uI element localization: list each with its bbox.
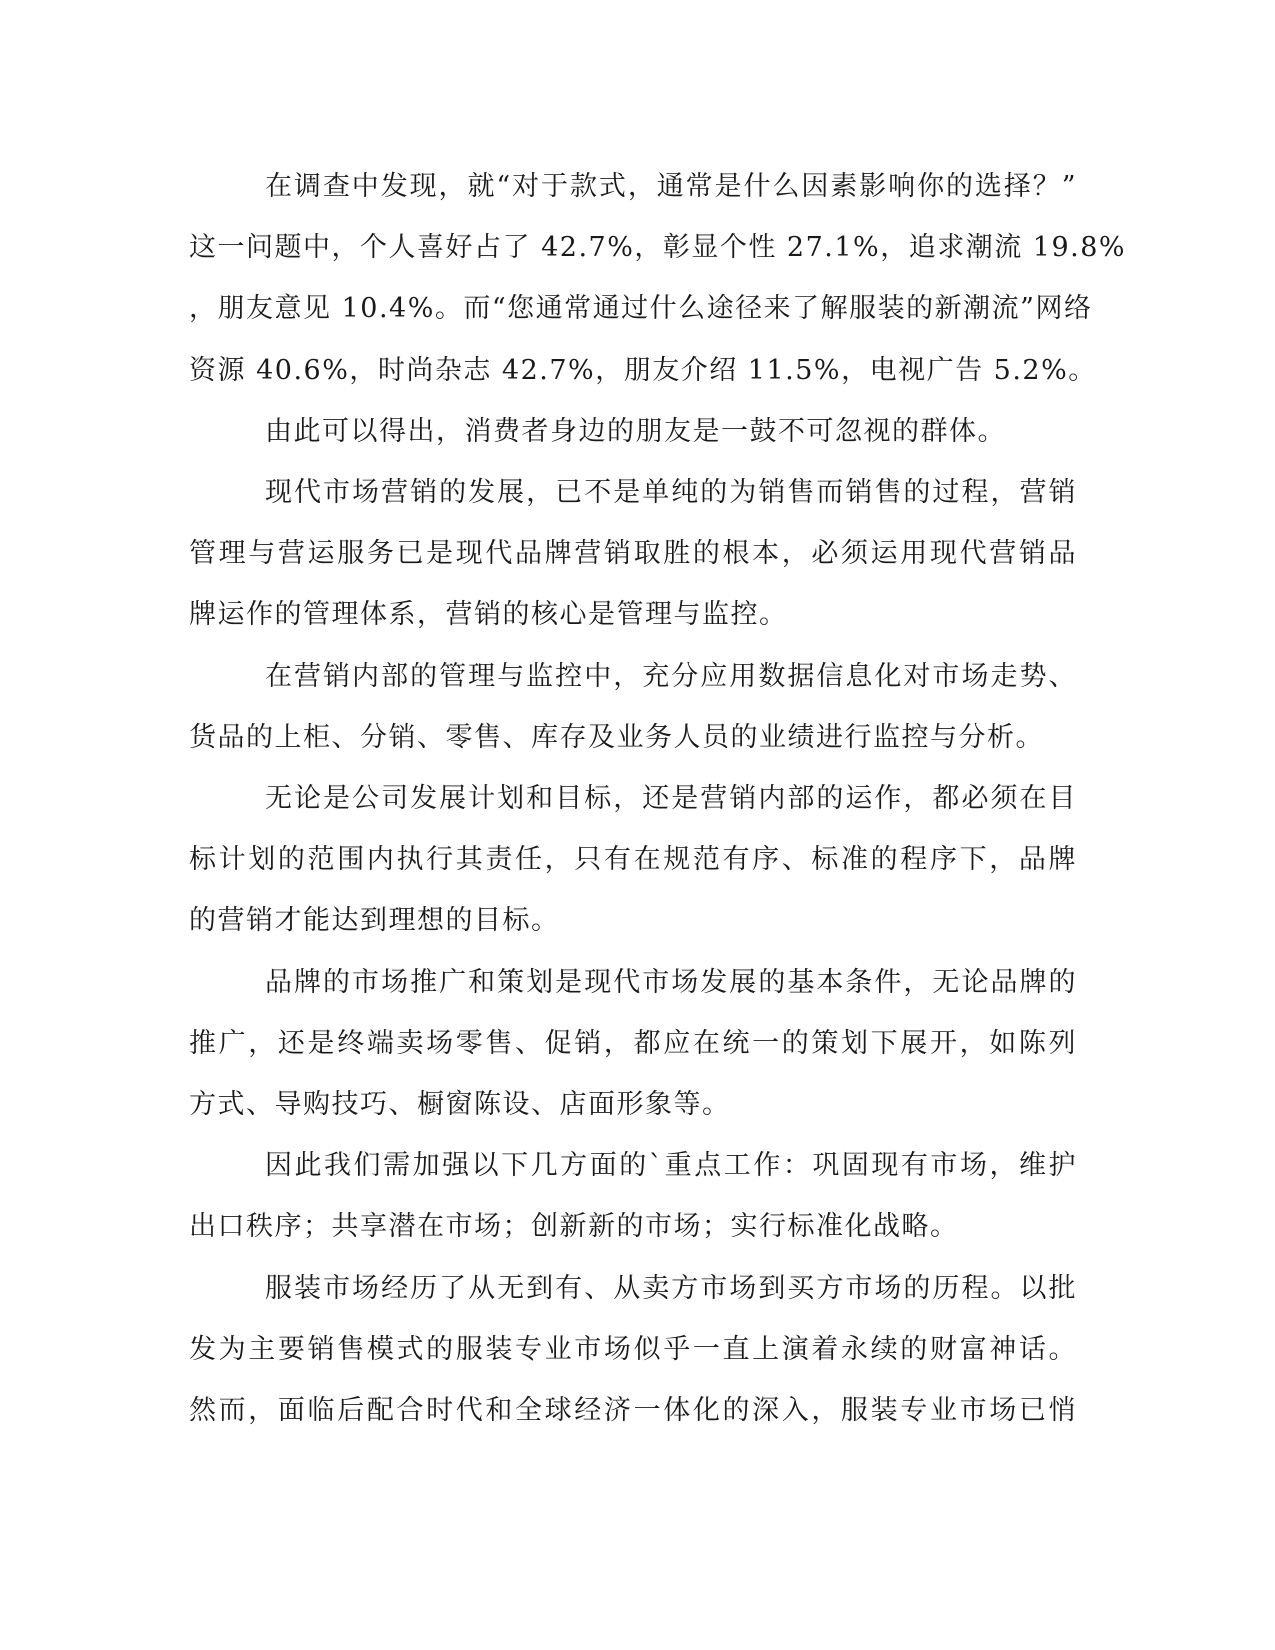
text-line: 的营销才能达到理想的目标。 (189, 905, 560, 937)
text-line: 资源 40.6%，时尚杂志 42.7%，朋友介绍 11.5%，电视广告 5.2%。 (189, 354, 1097, 386)
text-line: 标计划的范围内执行其责任，只有在规范有序、标准的程序下，品牌 (189, 844, 1077, 876)
paragraph-modern-marketing (189, 462, 1077, 646)
text-line: 品牌的市场推广和策划是现代市场发展的基本条件，无论品牌的 (265, 966, 1077, 998)
text-line: 管理与营运服务已是现代品牌营销取胜的根本，必须运用现代营销品 (189, 538, 1077, 570)
document-body (189, 156, 1127, 1441)
text-line: 牌运作的管理体系，营销的核心是管理与监控。 (189, 599, 788, 631)
text-line: 货品的上柜、分销、零售、库存及业务人员的业绩进行监控与分析。 (189, 721, 1044, 753)
paragraph-apparel-market-history (189, 1258, 1077, 1442)
text-line: 在调查中发现，就“对于款式，通常是什么因素影响你的选择？” (265, 171, 1077, 202)
paragraph-brand-promotion (189, 952, 1077, 1136)
text-line: 发为主要销售模式的服装专业市场似乎一直上演着永续的财富神话。 (189, 1333, 1077, 1365)
text-line: 然而，面临后配合时代和全球经济一体化的深入，服装专业市场已悄 (189, 1395, 1077, 1427)
paragraph-conclusion (189, 401, 1077, 462)
paragraph-internal-management (189, 646, 1077, 768)
text-line: 现代市场营销的发展，已不是单纯的为销售而销售的过程，营销 (265, 477, 1077, 509)
text-line: 无论是公司发展计划和目标，还是营销内部的运作，都必须在目 (265, 783, 1077, 815)
text-line: 在营销内部的管理与监控中，充分应用数据信息化对市场走势、 (265, 660, 1077, 692)
paragraph-key-tasks (189, 1135, 1077, 1257)
text-line: 出口秩序；共享潜在市场；创新新的市场；实行标准化战略。 (189, 1211, 959, 1243)
text-line: 服装市场经历了从无到有、从卖方市场到买方市场的历程。以批 (265, 1272, 1077, 1304)
text-line: 方式、导购技巧、橱窗陈设、店面形象等。 (189, 1089, 731, 1121)
text-line: 由此可以得出，消费者身边的朋友是一鼓不可忽视的群体。 (265, 415, 1006, 447)
text-line: ，朋友意见 10.4%。而“您通常通过什么途径来了解服装的新潮流”网络 (189, 293, 1093, 325)
paragraph-survey-findings (189, 156, 1127, 401)
text-line: 推广，还是终端卖场零售、促销，都应在统一的策划下展开，如陈列 (189, 1027, 1077, 1059)
paragraph-company-plans (189, 768, 1077, 952)
text-line: 因此我们需加强以下几方面的`重点工作：巩固现有市场，维护 (265, 1150, 1077, 1182)
text-line: 这一问题中，个人喜好占了 42.7%，彰显个性 27.1%，追求潮流 19.8% (189, 232, 1127, 264)
